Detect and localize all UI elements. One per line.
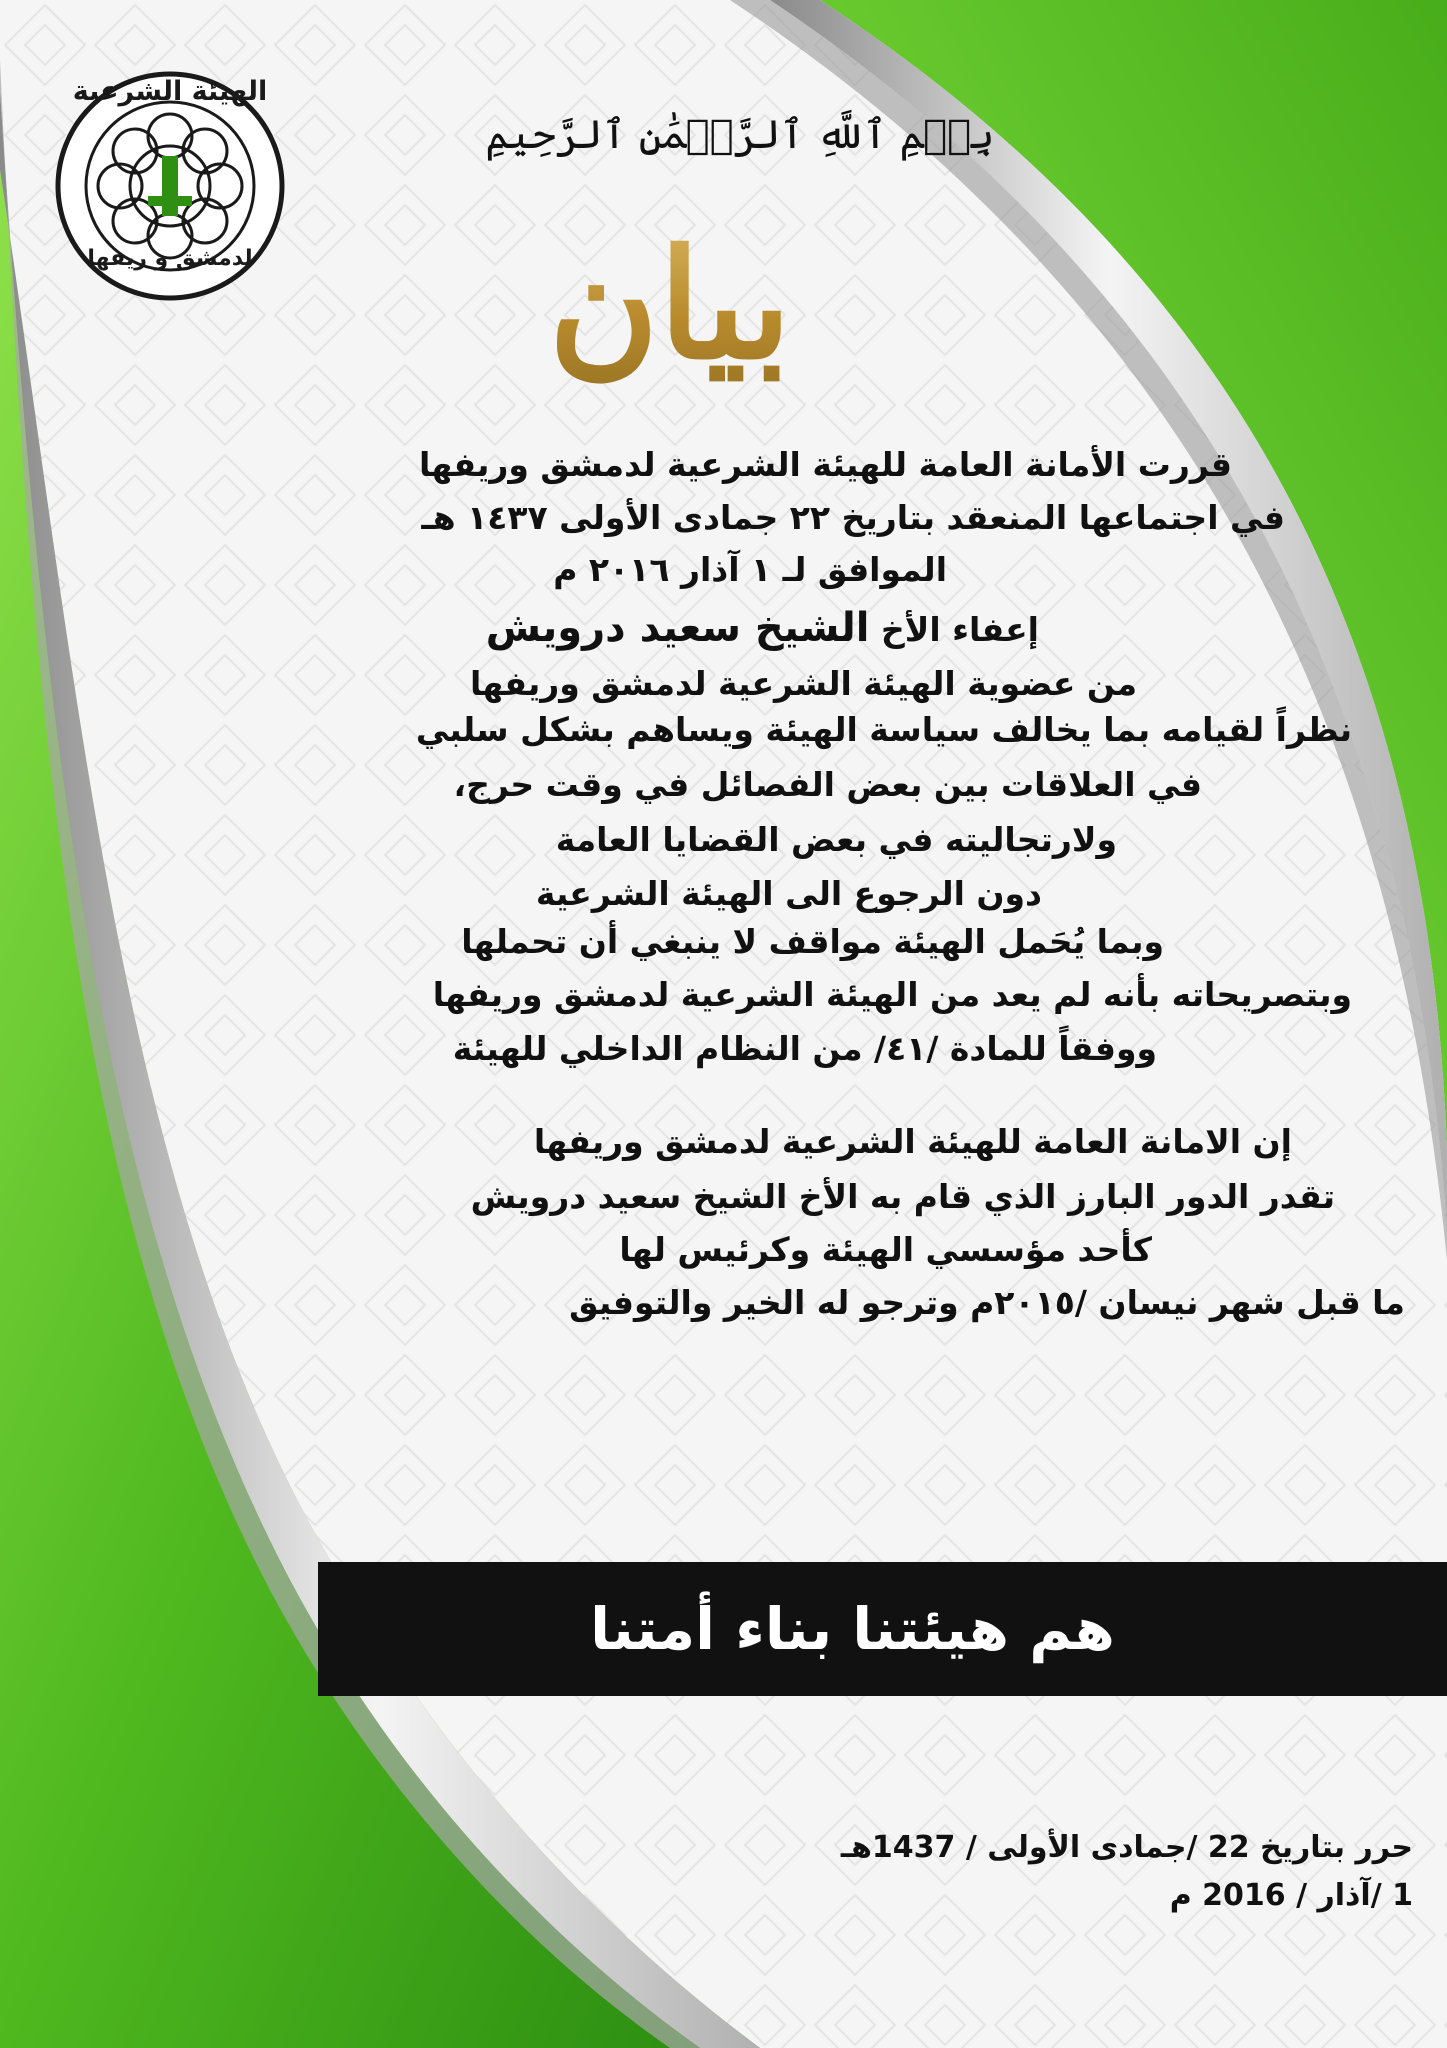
body-line-9: دون الرجوع الى الهيئة الشرعية bbox=[535, 874, 1042, 913]
body-line-7: في العلاقات بين بعض الفصائل في وقت حرج، bbox=[453, 765, 1202, 804]
body-line-2: في اجتماعها المنعقد بتاريخ ٢٢ جمادى الأولى ١٤٣٧ هـ bbox=[421, 498, 1285, 537]
body-line-1: قررت الأمانة العامة للهيئة الشرعية لدمشق وريفها bbox=[419, 445, 1232, 484]
footer-date-gregorian: 1 /آذار / 2016 م bbox=[1169, 1878, 1413, 1913]
statement-title: بيان bbox=[480, 175, 860, 435]
body-line-14: تقدر الدور البارز الذي قام به الأخ الشيخ سعيد درويش bbox=[470, 1177, 1335, 1216]
body-line-4 bbox=[486, 603, 1039, 653]
body-line-5: من عضوية الهيئة الشرعية لدمشق وريفها bbox=[469, 664, 1137, 703]
slogan-band bbox=[318, 1562, 1447, 1696]
body-line-8: ولارتجاليته في بعض القضايا العامة bbox=[555, 820, 1117, 859]
organization-logo bbox=[52, 68, 288, 304]
sheikh-name: الشيخ سعيد درويش bbox=[485, 605, 870, 651]
body-line-4-prefix: إعفاء الأخ bbox=[869, 610, 1039, 649]
body-line-16: ما قبل شهر نيسان /٢٠١٥م وترجو له الخير والتوفيق bbox=[569, 1283, 1405, 1322]
logo-bottom-text: لدمشق و ريفها bbox=[87, 246, 253, 271]
body-line-10: وبما يُحَمل الهيئة مواقف لا ينبغي أن تحملها bbox=[461, 922, 1164, 961]
basmala-calligraphy: بِسۡمِ ٱللَّهِ ٱلرَّحۡمَٰنِ ٱلرَّحِيمِ bbox=[485, 112, 995, 158]
body-line-12: ووفقاً للمادة /٤١/ من النظام الداخلي للهيئة bbox=[452, 1029, 1157, 1068]
footer-date-hijri: حرر بتاريخ 22 /جمادى الأولى / 1437هـ bbox=[840, 1830, 1413, 1865]
body-line-6: نظراً لقيامه بما يخالف سياسة الهيئة ويساهم بشكل سلبي bbox=[415, 710, 1352, 749]
body-line-3: الموافق لـ ١ آذار ٢٠١٦ م bbox=[553, 550, 947, 589]
slogan-text: هم هيئتنا بناء أمتنا bbox=[590, 1595, 1115, 1663]
logo-top-text: الهيئة الشرعية bbox=[72, 76, 268, 107]
body-line-15: كأحد مؤسسي الهيئة وكرئيس لها bbox=[619, 1230, 1152, 1269]
body-line-13: إن الامانة العامة للهيئة الشرعية لدمشق وريفها bbox=[533, 1122, 1292, 1161]
body-line-11: وبتصريحاته بأنه لم يعد من الهيئة الشرعية لدمشق وريفها bbox=[432, 975, 1352, 1014]
